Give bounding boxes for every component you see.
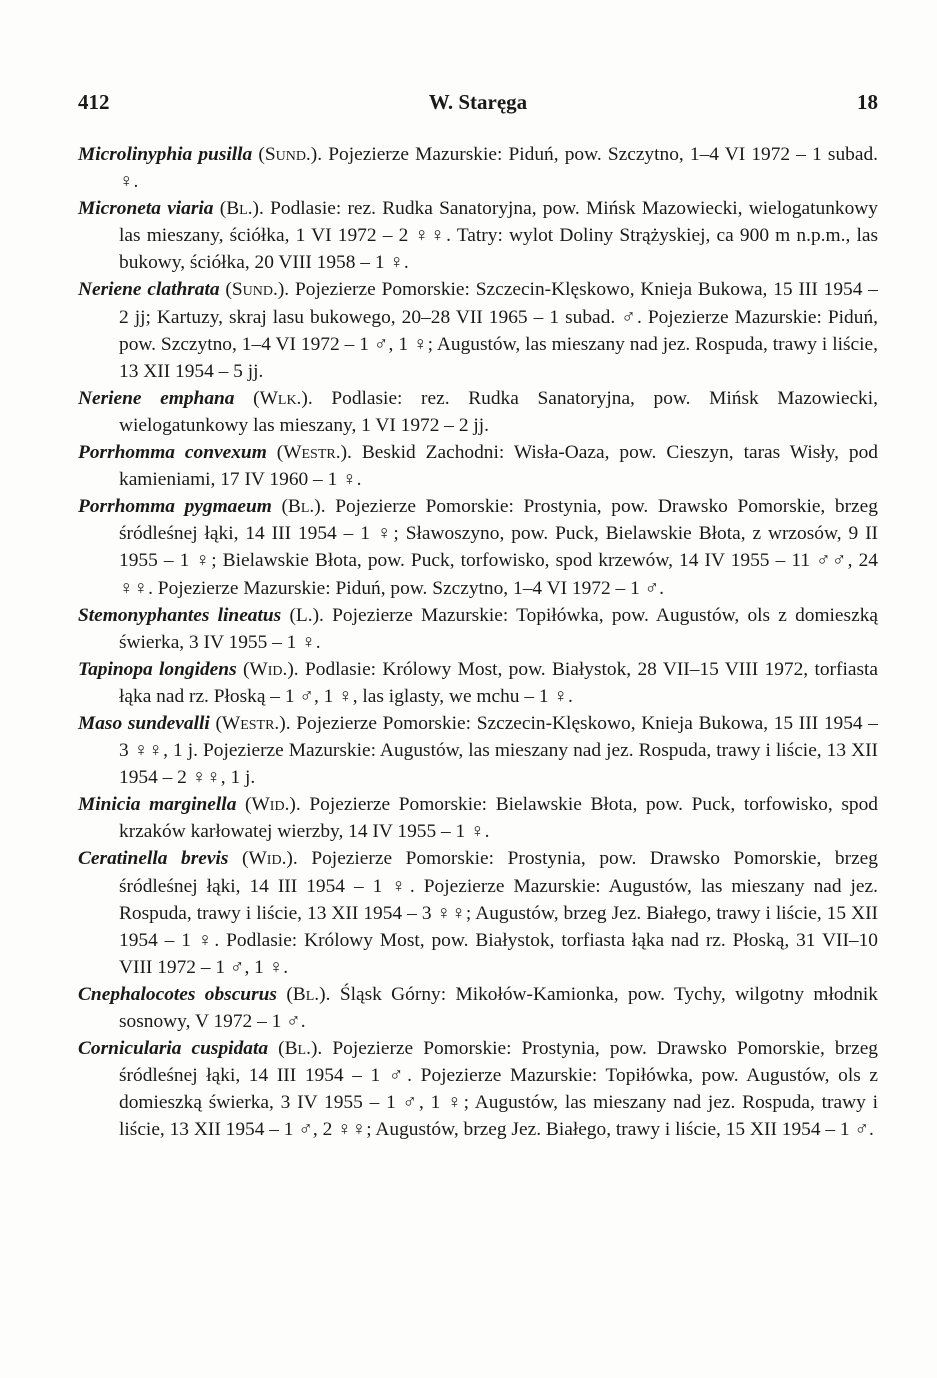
- species-entry: [78, 276, 878, 384]
- taxon-author: (Westr.).: [215, 712, 291, 734]
- entry-text: Pojezierze Mazurskie: Piduń, pow. Szczytno, 1–4 VI 1972 – 1 subad. ♀.: [119, 144, 878, 193]
- taxon-author: (Wid.).: [242, 658, 299, 680]
- species-entry: [78, 656, 878, 710]
- running-head: [78, 90, 878, 116]
- taxon-name: Porrhomma pygmaeum: [78, 496, 272, 518]
- species-entry: [78, 439, 878, 493]
- taxon-author: (Westr.).: [276, 442, 352, 464]
- taxon-name: Cornicularia cuspidata: [78, 1038, 269, 1060]
- species-entry: [78, 845, 878, 980]
- taxon-name: Maso sundevalli: [78, 712, 210, 734]
- species-list: [78, 141, 878, 1143]
- running-head-author: W. Staręga: [428, 90, 528, 114]
- entry-text: Podlasie: rez. Rudka Sanatoryjna, pow. Mińsk Mazowiecki, wielogatunkowy las mieszany, ściółka, 1 VI 1972 – 2 ♀♀. Tatry: wylot Doliny Strążyskiej, ca 900 m n.p.m., las bukowy, ściółka, 20 VIII 1958 – 1 ♀.: [119, 198, 878, 274]
- taxon-author: (Sund.).: [258, 144, 323, 165]
- entry-text: Śląsk Górny: Mikołów-Kamionka, pow. Tychy, wilgotny młodnik sosnowy, V 1972 – 1 ♂.: [119, 983, 878, 1032]
- taxon-name: Tapinopa longidens: [78, 658, 237, 680]
- taxon-author: (Bl.).: [281, 496, 326, 518]
- species-entry: [78, 1035, 878, 1143]
- entry-text: Pojezierze Pomorskie: Prostynia, pow. Drawsko Pomorskie, brzeg śródleśnej łąki, 14 III 1954 – 1 ♂. Pojezierze Mazurskie: Topiłówka, pow. Augustów, ols z domieszką świerka, 3 IV 1955 – 1 ♂, 1 ♀; Augustów, las mieszany nad jez. Rospuda, trawy i liście, 13 XII 1954 – 1 ♂, 2 ♀♀; Augustów, brzeg Jez. Białego, trawy i liście, 15 XII 1954 – 1 ♂.: [119, 1038, 878, 1141]
- species-entry: [78, 981, 878, 1035]
- taxon-name: Stemonyphantes lineatus: [78, 604, 282, 626]
- taxon-name: Neriene emphana: [78, 387, 235, 409]
- taxon-author: (Bl.).: [219, 198, 264, 220]
- taxon-author: (Wlk.).: [253, 387, 313, 409]
- taxon-name: Microneta viaria: [78, 198, 214, 220]
- taxon-name: Cnephalocotes obscurus: [78, 983, 277, 1005]
- taxon-author: (Sund.).: [225, 279, 290, 301]
- entry-text: Pojezierze Pomorskie: Szczecin-Klęskowo, Knieja Bukowa, 15 III 1954 – 3 ♀♀, 1 j. Pojezierze Mazurskie: Augustów, las mieszany nad jez. Rospuda, trawy i liście, 13 XII 1954 – 2 ♀♀, 1 j.: [119, 712, 879, 789]
- taxon-author: (Wid.).: [242, 848, 298, 870]
- taxon-author: (Bl.).: [278, 1038, 323, 1060]
- entry-text: Beskid Zachodni: Wisła-Oaza, pow. Cieszyn, taras Wisły, pod kamieniami, 17 IV 1960 – 1 ♀.: [119, 442, 878, 491]
- species-entry: [78, 385, 878, 439]
- page-number: 412: [78, 90, 110, 114]
- taxon-name: Microlinyphia pusilla: [78, 144, 253, 165]
- taxon-name: Porrhomma convexum: [78, 442, 267, 464]
- species-entry: [78, 710, 878, 791]
- section-number: 18: [857, 90, 878, 114]
- species-entry: [78, 195, 878, 276]
- species-entry: [78, 602, 878, 656]
- taxon-name: Minicia marginella: [78, 794, 237, 816]
- entry-text: Pojezierze Pomorskie: Prostynia, pow. Drawsko Pomorskie, brzeg śródleśnej łąki, 14 III 1954 – 1 ♀. Pojezierze Mazurskie: Augustów, las mieszany nad jez. Rospuda, trawy i liście, 13 XII 1954 – 3 ♀♀; Augustów, brzeg Jez. Białego, trawy i liście, 15 XII 1954 – 1 ♀. Podlasie: Królowy Most, pow. Białystok, torfiasta łąka nad rz. Płoską, 31 VII–10 VIII 1972 – 1 ♂, 1 ♀.: [119, 848, 878, 978]
- species-entry: [78, 493, 878, 601]
- entry-text: Pojezierze Pomorskie: Bielawskie Błota, pow. Puck, torfowisko, spod krzaków karłowatej wierzby, 14 IV 1955 – 1 ♀.: [119, 794, 878, 843]
- entry-text: Pojezierze Pomorskie: Prostynia, pow. Drawsko Pomorskie, brzeg śródleśnej łąki, 14 III 1954 – 1 ♀; Sławoszyno, pow. Puck, Bielawskie Błota, z wrzosów, 9 II 1955 – 1 ♀; Bielawskie Błota, pow. Puck, torfowisko, spod krzewów, 14 IV 1955 – 11 ♂♂, 24 ♀♀. Pojezierze Mazurskie: Piduń, pow. Szczytno, 1–4 VI 1972 – 1 ♂.: [119, 496, 878, 599]
- species-entry: [78, 141, 878, 195]
- taxon-name: Ceratinella brevis: [78, 848, 229, 870]
- taxon-author: (Wid.).: [245, 794, 301, 816]
- entry-text: Pojezierze Mazurskie: Topiłówka, pow. Augustów, ols z domieszką świerka, 3 IV 1955 – 1 ♀.: [119, 604, 878, 653]
- taxon-name: Neriene clathrata: [78, 279, 220, 301]
- entry-text: Pojezierze Pomorskie: Szczecin-Klęskowo, Knieja Bukowa, 15 III 1954 – 2 jj; Kartuzy, skraj lasu bukowego, 20–28 VII 1965 – 1 subad. ♂. Pojezierze Mazurskie: Piduń, pow. Szczytno, 1–4 VI 1972 – 1 ♂, 1 ♀; Augustów, las mieszany nad jez. Rospuda, trawy i liście, 13 XII 1954 – 5 jj.: [119, 279, 878, 382]
- taxon-author: (L.).: [289, 604, 324, 626]
- entry-text: Podlasie: Królowy Most, pow. Białystok, 28 VII–15 VIII 1972, torfiasta łąka nad rz. Płoską – 1 ♂, 1 ♀, las iglasty, we mchu – 1 ♀.: [119, 658, 878, 707]
- taxon-author: (Bl.).: [286, 983, 331, 1005]
- entry-text: Podlasie: rez. Rudka Sanatoryjna, pow. Mińsk Mazowiecki, wielogatunkowy las mieszany, 1 VI 1972 – 2 jj.: [119, 387, 878, 436]
- species-entry: [78, 791, 878, 845]
